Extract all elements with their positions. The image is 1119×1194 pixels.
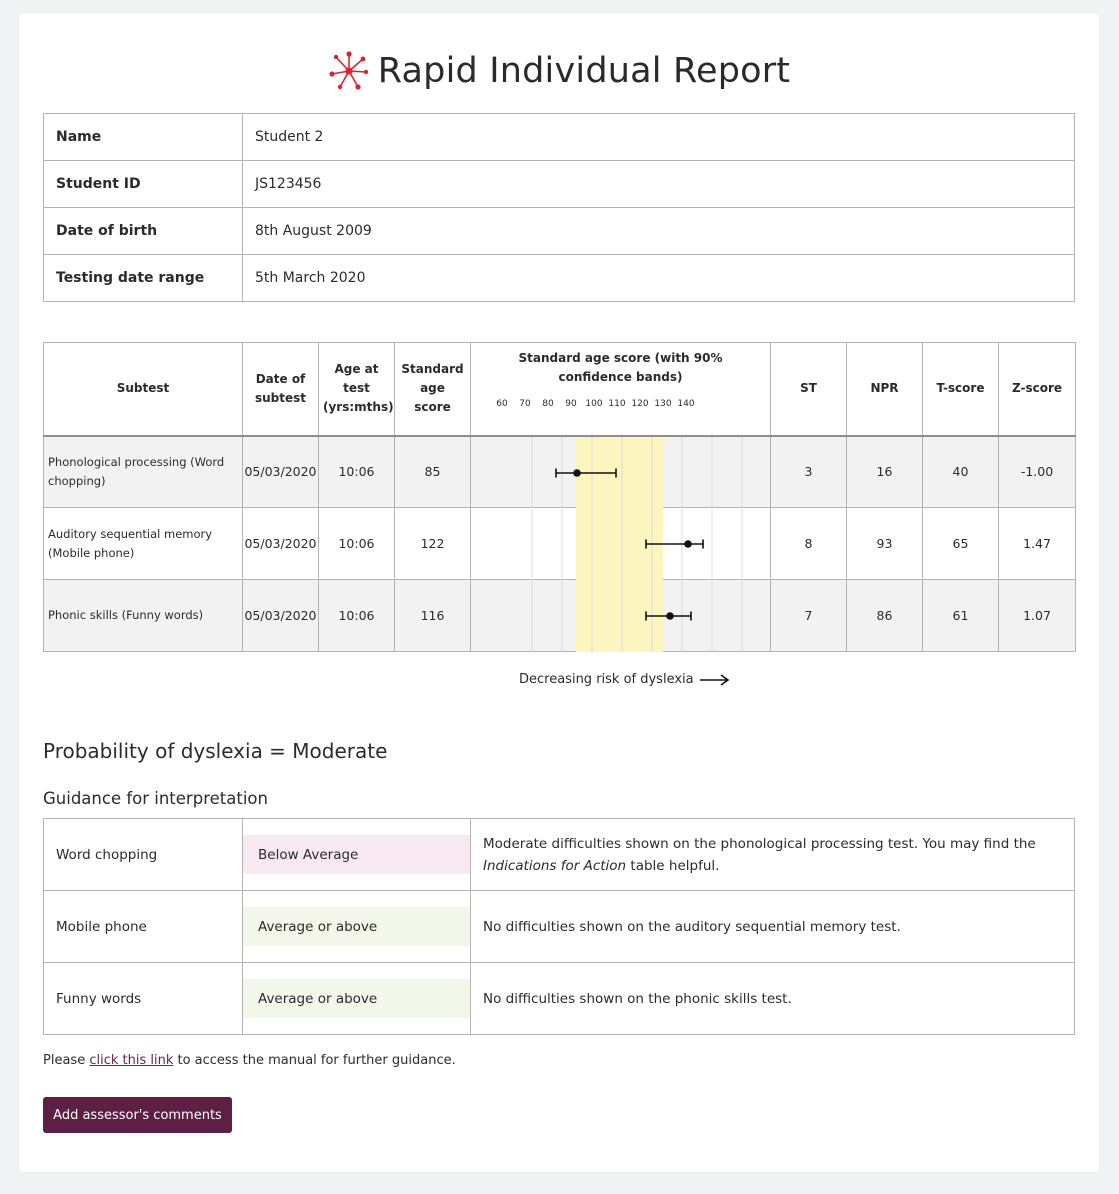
guidance-text xyxy=(471,819,1075,891)
report-header xyxy=(19,49,1099,93)
col-header-age: Age at test (yrs:mths) xyxy=(319,343,395,436)
cell-age: 10:06 xyxy=(319,508,395,580)
info-row-dob xyxy=(44,208,1075,255)
score-chart-row xyxy=(471,508,771,580)
manual-note xyxy=(43,1053,456,1068)
info-value: JS123456 xyxy=(243,161,1075,208)
cell-st: 7 xyxy=(771,580,847,652)
cell-z: 1.07 xyxy=(999,580,1076,652)
cell-npr: 16 xyxy=(847,436,923,508)
scores-table xyxy=(43,342,1076,652)
status-badge: Average or above xyxy=(243,907,470,946)
guidance-text xyxy=(471,891,1075,963)
chart-x-ticks xyxy=(481,395,760,414)
info-value: 8th August 2009 xyxy=(243,208,1075,255)
note-post: to access the manual for further guidance. xyxy=(173,1053,456,1068)
cell-z: 1.47 xyxy=(999,508,1076,580)
add-comments-button[interactable]: Add assessor's comments xyxy=(43,1097,232,1133)
cell-sas: 85 xyxy=(395,436,471,508)
chart-tick-label: 120 xyxy=(631,399,649,409)
cell-subtest: Phonological processing (Word chopping) xyxy=(44,436,243,508)
table-row xyxy=(44,508,1076,580)
guidance-row xyxy=(44,963,1075,1035)
score-point xyxy=(666,612,674,620)
note-pre: Please xyxy=(43,1053,90,1068)
page-title: Rapid Individual Report xyxy=(377,51,791,91)
status-badge: Average or above xyxy=(243,979,470,1018)
guidance-heading: Guidance for interpretation xyxy=(43,789,268,808)
arrow-right-icon xyxy=(700,674,730,686)
score-chart-row xyxy=(471,437,771,509)
cell-date: 05/03/2020 xyxy=(243,508,319,580)
chart-tick-label: 70 xyxy=(519,399,531,409)
info-row-testing-date xyxy=(44,255,1075,302)
info-label: Name xyxy=(44,114,243,161)
guidance-test: Funny words xyxy=(44,963,243,1035)
chart-tick-label: 110 xyxy=(608,399,626,409)
cell-sas: 116 xyxy=(395,580,471,652)
table-row xyxy=(44,580,1076,652)
chart-tick-label: 100 xyxy=(585,399,603,409)
network-star-icon xyxy=(328,50,370,92)
risk-caption-text: Decreasing risk of dyslexia xyxy=(519,672,694,687)
guidance-text-post: table helpful. xyxy=(626,857,720,874)
guidance-band-cell xyxy=(243,963,471,1035)
manual-link[interactable]: click this link xyxy=(89,1053,174,1068)
cell-date: 05/03/2020 xyxy=(243,580,319,652)
status-badge: Below Average xyxy=(243,835,470,874)
cell-sas: 122 xyxy=(395,508,471,580)
guidance-text xyxy=(471,963,1075,1035)
col-header-npr: NPR xyxy=(847,343,923,436)
chart-tick-label: 140 xyxy=(677,399,695,409)
guidance-band-cell xyxy=(243,819,471,891)
guidance-test: Mobile phone xyxy=(44,891,243,963)
cell-npr: 86 xyxy=(847,580,923,652)
guidance-row xyxy=(44,891,1075,963)
info-value: 5th March 2020 xyxy=(243,255,1075,302)
info-label: Date of birth xyxy=(44,208,243,255)
col-header-t: T-score xyxy=(923,343,999,436)
cell-t: 65 xyxy=(923,508,999,580)
cell-z: -1.00 xyxy=(999,436,1076,508)
cell-date: 05/03/2020 xyxy=(243,436,319,508)
cell-age: 10:06 xyxy=(319,436,395,508)
cell-st: 8 xyxy=(771,508,847,580)
cell-subtest: Auditory sequential memory (Mobile phone) xyxy=(44,508,243,580)
chart-tick-label: 60 xyxy=(496,399,508,409)
col-header-subtest: Subtest xyxy=(44,343,243,436)
info-label: Testing date range xyxy=(44,255,243,302)
chart-tick-label: 80 xyxy=(542,399,554,409)
probability-heading: Probability of dyslexia = Moderate xyxy=(43,739,388,763)
guidance-table xyxy=(43,818,1075,1035)
score-point xyxy=(573,469,581,477)
cell-chart xyxy=(471,436,771,508)
cell-subtest: Phonic skills (Funny words) xyxy=(44,580,243,652)
guidance-text-pre: No difficulties shown on the phonic skills test. xyxy=(483,990,792,1007)
guidance-text-em: Indications for Action xyxy=(483,857,627,874)
col-header-st: ST xyxy=(771,343,847,436)
cell-t: 40 xyxy=(923,436,999,508)
guidance-text-pre: No difficulties shown on the auditory sequential memory test. xyxy=(483,918,901,935)
chart-tick-label: 130 xyxy=(654,399,672,409)
chart-tick-label: 90 xyxy=(565,399,577,409)
guidance-band-cell xyxy=(243,891,471,963)
chart-title: Standard age score (with 90% confidence bands) xyxy=(518,351,723,384)
guidance-text-pre: Moderate difficulties shown on the phonological processing test. You may find the xyxy=(483,835,1036,852)
cell-chart xyxy=(471,508,771,580)
col-header-chart xyxy=(471,343,771,436)
student-info-table xyxy=(43,113,1075,302)
score-point xyxy=(684,540,692,548)
info-value: Student 2 xyxy=(243,114,1075,161)
report-card xyxy=(19,13,1099,1172)
cell-age: 10:06 xyxy=(319,580,395,652)
info-row-student-id xyxy=(44,161,1075,208)
table-row xyxy=(44,436,1076,508)
info-row-name xyxy=(44,114,1075,161)
score-chart-row xyxy=(471,580,771,652)
cell-npr: 93 xyxy=(847,508,923,580)
col-header-z: Z-score xyxy=(999,343,1076,436)
cell-t: 61 xyxy=(923,580,999,652)
col-header-sas: Standard age score xyxy=(395,343,471,436)
guidance-row xyxy=(44,819,1075,891)
cell-chart xyxy=(471,580,771,652)
col-header-date: Date of subtest xyxy=(243,343,319,436)
risk-caption xyxy=(519,672,730,687)
cell-st: 3 xyxy=(771,436,847,508)
scores-header-row xyxy=(44,343,1076,436)
info-label: Student ID xyxy=(44,161,243,208)
guidance-test: Word chopping xyxy=(44,819,243,891)
